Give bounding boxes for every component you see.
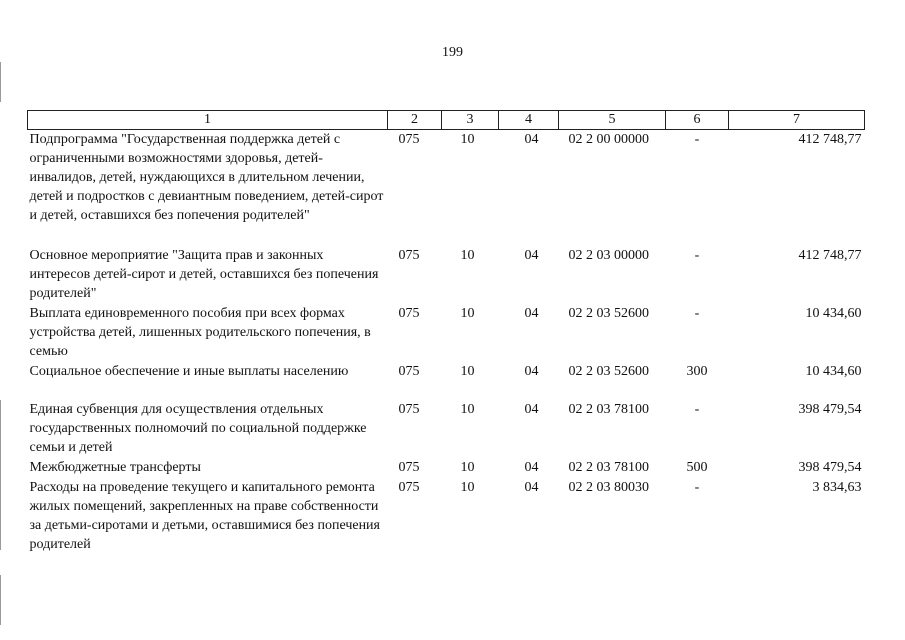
row-name: Выплата единовременного пособия при всех формах устройства детей, лишенных родительского попечения, в семью [29, 305, 371, 359]
row-target: 02 2 00 00000 [568, 132, 649, 147]
row-subsection: 04 [524, 401, 539, 417]
table-row [28, 478, 865, 554]
row-name: Подпрограмма "Государственная поддержка детей с ограниченными возможностями здоровья, детей-инвалидов, детей, нуждающихся в длительном лечении, детей и подростков с девиантным поведением, детей-сирот и детей, оставшихся без попечения родителей" [29, 132, 384, 223]
row-expense-type [666, 130, 729, 246]
row-amount: 10 434,60 [805, 305, 862, 321]
row-name: Межбюджетные трансферты [29, 459, 201, 475]
budget-table [27, 110, 865, 554]
row-name: Расходы на проведение текущего и капитального ремонта жилых помещений, закрепленных на праве собственности за детьми-сиротами и детьми, оставшимися без попечения родителей [29, 479, 380, 552]
row-expense-type-value: 500 [686, 459, 708, 475]
scan-edge-line-top [0, 62, 1, 102]
row-target: 02 2 03 80030 [568, 479, 649, 495]
row-expense-type-value: - [694, 305, 700, 321]
row-target: 02 2 03 52600 [568, 305, 649, 321]
header-col-1: 1 [28, 111, 388, 130]
row-target: 02 2 03 78100 [568, 401, 649, 417]
row-expense-type [666, 458, 729, 478]
row-amount: 398 479,54 [798, 459, 862, 475]
row-expense-type [666, 400, 729, 458]
table-row [28, 400, 865, 458]
row-expense-type [666, 478, 729, 554]
scan-edge-line-bottom [0, 575, 1, 625]
row-ministry: 075 [398, 247, 420, 263]
scan-edge-line-mid [0, 400, 1, 550]
row-amount: 412 748,77 [798, 132, 862, 147]
header-col-4: 4 [499, 111, 559, 130]
row-subsection: 04 [524, 479, 539, 495]
row-expense-type [666, 362, 729, 400]
row-name: Социальное обеспечение и иные выплаты населению [29, 363, 349, 379]
row-section: 10 [460, 401, 475, 417]
table-row [28, 246, 865, 304]
row-expense-type-value: - [694, 247, 700, 263]
row-subsection: 04 [524, 132, 539, 147]
row-amount: 10 434,60 [805, 363, 862, 379]
table-row [28, 130, 865, 246]
header-col-6: 6 [666, 111, 729, 130]
row-ministry: 075 [398, 132, 420, 147]
header-col-7: 7 [729, 111, 865, 130]
table-row [28, 304, 865, 362]
row-target: 02 2 03 00000 [568, 247, 649, 263]
row-ministry: 075 [398, 479, 420, 495]
row-section: 10 [460, 459, 475, 475]
row-ministry: 075 [398, 305, 420, 321]
row-ministry: 075 [398, 459, 420, 475]
row-subsection: 04 [524, 305, 539, 321]
row-ministry: 075 [398, 401, 420, 417]
row-subsection: 04 [524, 363, 539, 379]
row-ministry: 075 [398, 363, 420, 379]
row-amount: 398 479,54 [798, 401, 862, 417]
row-target: 02 2 03 52600 [568, 363, 649, 379]
row-expense-type [666, 246, 729, 304]
row-expense-type-value: - [694, 132, 700, 147]
page-number: 199 [442, 45, 463, 60]
header-col-5: 5 [559, 111, 666, 130]
table-row [28, 458, 865, 478]
row-section: 10 [460, 247, 475, 263]
row-subsection: 04 [524, 247, 539, 263]
header-col-3: 3 [442, 111, 499, 130]
row-expense-type-value: - [694, 479, 700, 495]
row-section: 10 [460, 305, 475, 321]
row-name: Единая субвенция для осуществления отдельных государственных полномочий по социальной поддержке семьи и детей [29, 401, 367, 455]
row-expense-type-value: - [694, 401, 700, 417]
row-section: 10 [460, 479, 475, 495]
row-name: Основное мероприятие "Защита прав и законных интересов детей-сирот и детей, оставшихся без попечения родителей" [29, 247, 379, 301]
table-row [28, 362, 865, 400]
table-header-row [28, 111, 865, 130]
header-col-2: 2 [388, 111, 442, 130]
row-amount: 3 834,63 [812, 479, 862, 495]
row-subsection: 04 [524, 459, 539, 475]
row-section: 10 [460, 132, 475, 147]
row-section: 10 [460, 363, 475, 379]
row-target: 02 2 03 78100 [568, 459, 649, 475]
row-expense-type-value: 300 [686, 363, 708, 379]
row-expense-type [666, 304, 729, 362]
row-amount: 412 748,77 [798, 247, 862, 263]
